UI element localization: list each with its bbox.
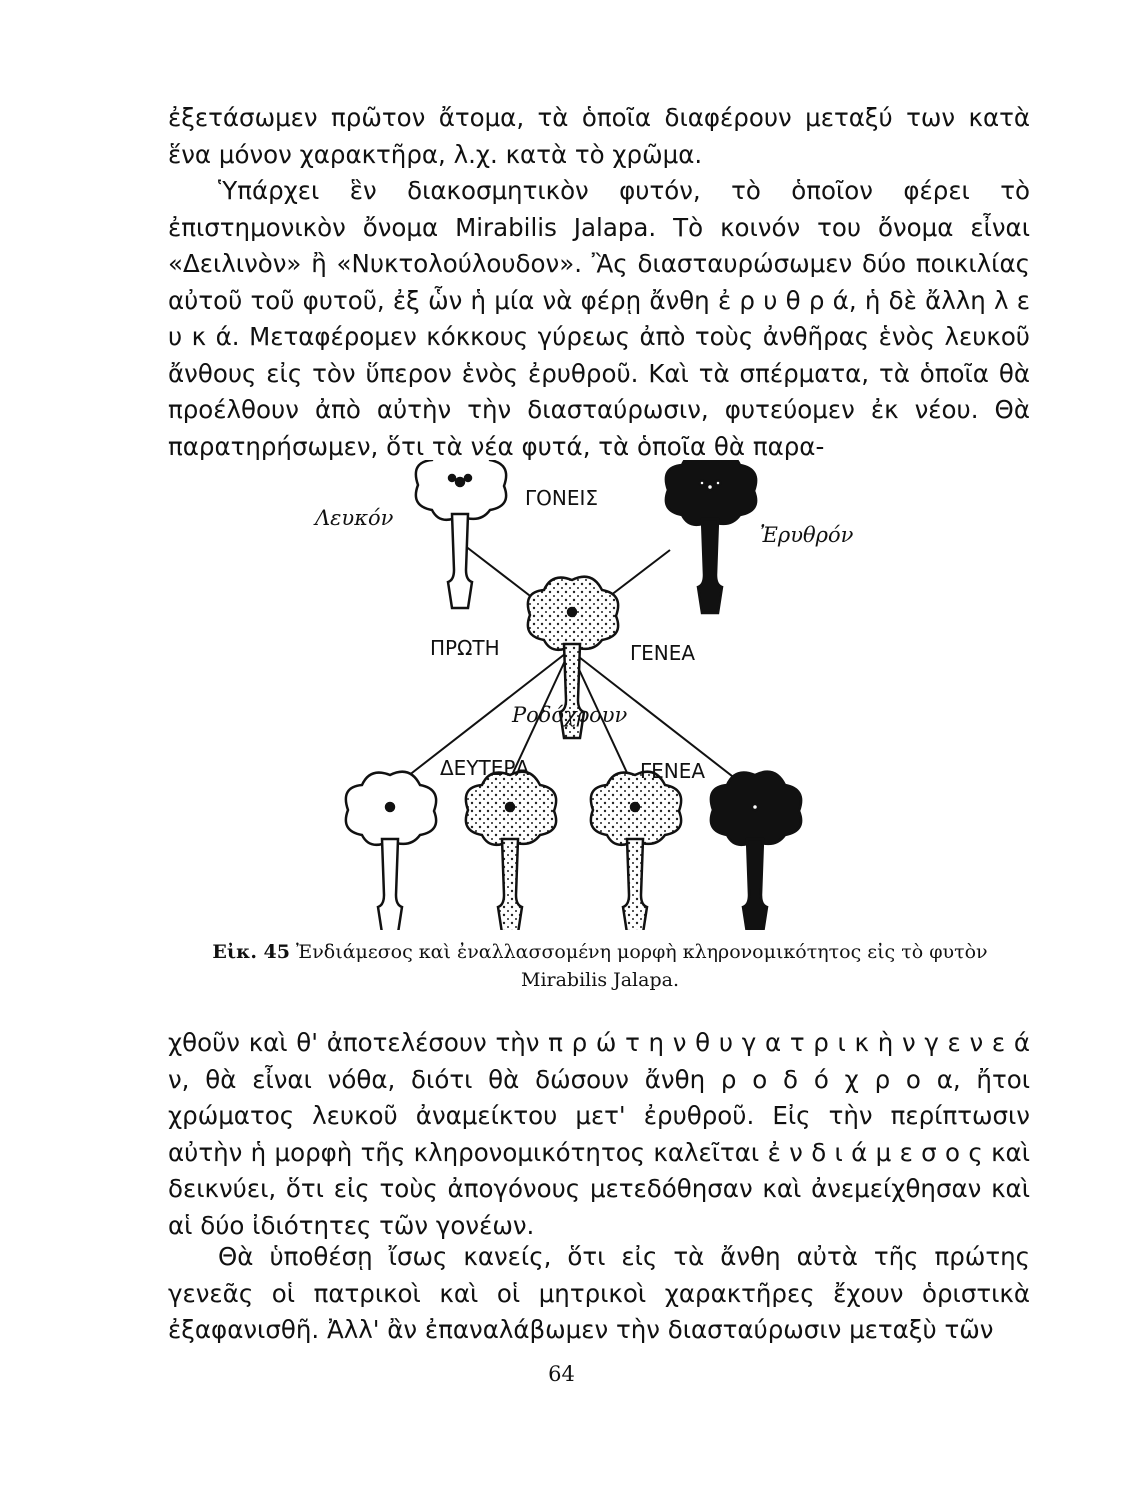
label-parents: ΓΟΝΕΙΣ: [525, 486, 599, 510]
mirabilis-figure: [300, 460, 900, 930]
second-generation-pink-flower-2-icon: [591, 772, 681, 930]
parent-white-flower-icon: [416, 460, 506, 608]
parent-red-flower-icon: [666, 460, 756, 613]
paragraph-3: χθοῦν καὶ θ' ἀποτελέσουν τὴν π ρ ώ τ η ν θ υ γ α τ ρ ι κ ὴ ν γ ε ν ε ά ν, θὰ εἶναι νόθα, διότι θὰ δώσουν ἄνθη ρ ο δ ό χ ρ ο α, ἤτοι χρώματος λευκοῦ ἀναμείκτου μετ' ἐρυθροῦ. Εἰς τὴν περίπτωσιν αὐτὴν ἡ μορφὴ τῆς κληρονομικότητος καλεῖται ἐ ν δ ι ά μ ε σ ο ς καὶ δεικνύει, ὅτι εἰς τοὺς ἀπογόνους μετεδόθησαν καὶ ἀνεμείχθησαν καὶ αἱ δύο ἰδιότητες τῶν γονέων.: [168, 1028, 1030, 1240]
label-generation-2: ΓΕΝΕΑ: [640, 759, 706, 783]
label-generation-1: ΓΕΝΕΑ: [630, 641, 696, 665]
caption-text: Ἐνδιάμεσος καὶ ἐναλλασσομένη μορφὴ κληρονομικότητος εἰς τὸ φυτὸν Mirabilis Jalapa.: [296, 941, 988, 991]
second-generation-white-flower-icon: [346, 772, 436, 930]
paragraph-1: ἐξετάσωμεν πρῶτον ἄτομα, τὰ ὁποῖα διαφέρουν μεταξύ των κατὰ ἕνα μόνον χαρακτῆρα, λ.χ. κατὰ τὸ χρῶμα.: [168, 103, 1030, 169]
page-number: 64: [548, 1362, 575, 1386]
label-second: ΔΕΥΤΕΡΑ: [440, 756, 530, 780]
paragraph-4: Θὰ ὑποθέσῃ ἴσως κανείς, ὅτι εἰς τὰ ἄνθη αὐτὰ τῆς πρώτης γενεᾶς οἱ πατρικοὶ καὶ οἱ μητρικοὶ χαρακτῆρες ἔχουν ὁριστικὰ ἐξαφανισθῆ. Ἀλλ' ἂν ἐπαναλάβωμεν τὴν διασταύρωσιν μεταξὺ τῶν: [168, 1242, 1030, 1344]
label-pink: Ροδόχρουν: [512, 703, 628, 727]
label-white: Λευκόν: [315, 506, 394, 530]
paragraph-intro: [168, 100, 1030, 465]
figure-caption: [190, 938, 1010, 994]
label-red: Ἐρυθρόν: [760, 523, 854, 547]
second-generation-red-flower-icon: [711, 772, 801, 930]
paragraph-2: Ὑπάρχει ἓν διακοσμητικὸν φυτόν, τὸ ὁποῖον φέρει τὸ ἐπιστημονικὸν ὄνομα Mirabilis Jalapa. Τὸ κοινόν του ὄνομα εἶναι «Δειλινὸν» ἢ «Νυκτολούλουδον». Ἂς διασταυρώσωμεν δύο ποικιλίας αὐτοῦ τοῦ φυτοῦ, ἐξ ὧν ἡ μία νὰ φέρῃ ἄνθη ἐ ρ υ θ ρ ά, ἡ δὲ ἄλλη λ ε υ κ ά. Μεταφέρομεν κόκκους γύρεως ἀπὸ τοὺς ἀνθῆρας ἑνὸς λευκοῦ ἄνθους εἰς τὸν ὕπερον ἑνὸς ἐρυθροῦ. Καὶ τὰ σπέρματα, τὰ ὁποῖα θὰ προέλθουν ἀπὸ αὐτὴν τὴν διασταύρωσιν, φυτεύομεν ἐκ νέου. Θὰ παρατηρήσωμεν, ὅτι τὰ νέα φυτά, τὰ ὁποῖα θὰ παρα-: [168, 176, 1030, 461]
caption-label: Εἰκ. 45: [212, 941, 290, 963]
label-first: ΠΡΩΤΗ: [430, 636, 500, 660]
second-generation-pink-flower-1-icon: [466, 772, 556, 930]
